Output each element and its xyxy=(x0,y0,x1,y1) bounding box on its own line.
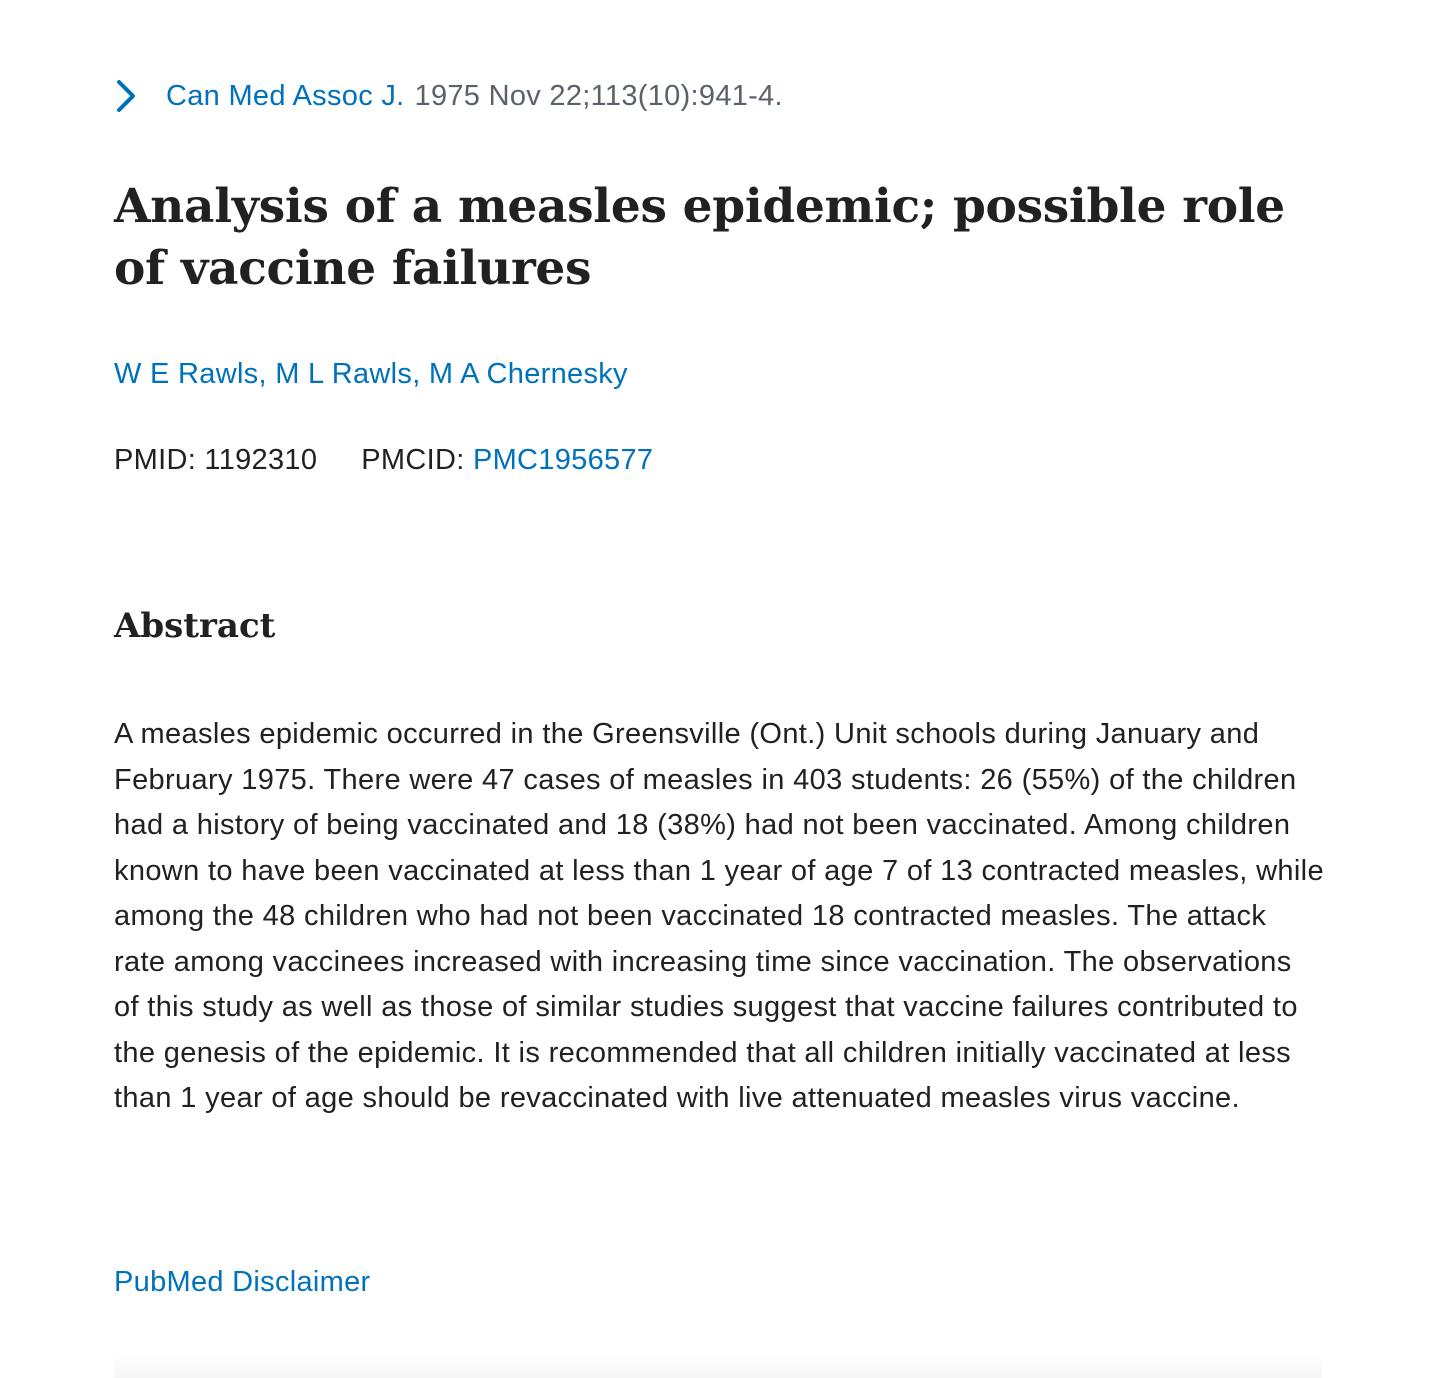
section-divider xyxy=(114,1352,1322,1378)
pubmed-disclaimer-link[interactable]: PubMed Disclaimer xyxy=(114,1266,371,1298)
pmcid-block xyxy=(361,444,653,477)
author-separator: , xyxy=(258,358,276,390)
abstract-text: A measles epidemic occurred in the Greensville (Ont.) Unit schools during January and February 1975. There were 47 cases of measles in 403 students: 26 (55%) of the children had a history of being vaccinated and 18 (38%) had not been vaccinated. Among children known to have been vaccinated at less than 1 year of age 7 of 13 contracted measles, while among the 48 children who had not been vaccinated 18 contracted measles. The attack rate among vaccinees increased with increasing time since vaccination. The observations of this study as well as those of similar studies suggest that vaccine failures contributed to the genesis of the epidemic. It is recommended that all children initially vaccinated at less than 1 year of age should be revaccinated with live attenuated measles virus vaccine. xyxy=(114,718,1324,1114)
pmid-value: 1192310 xyxy=(204,444,318,476)
article-title: Analysis of a measles epidemic; possible role of vaccine failures xyxy=(114,179,1285,296)
author-link[interactable]: M A Chernesky xyxy=(428,358,628,390)
authors-list xyxy=(114,358,628,391)
abstract-heading: Abstract xyxy=(114,606,276,646)
pmcid-link[interactable]: PMC1956577 xyxy=(472,444,654,476)
author-link[interactable]: M L Rawls xyxy=(275,358,413,390)
journal-link[interactable]: Can Med Assoc J. xyxy=(166,79,405,112)
pmcid-label: PMCID: xyxy=(361,444,465,476)
chevron-right-icon[interactable] xyxy=(114,76,146,116)
citation-details: 1975 Nov 22;113(10):941-4. xyxy=(414,79,783,112)
pmid-block xyxy=(114,444,317,477)
author-separator: , xyxy=(412,358,429,390)
citation-line xyxy=(114,72,783,120)
author-link[interactable]: W E Rawls xyxy=(114,358,259,390)
pmid-label: PMID: xyxy=(114,444,197,476)
identifiers xyxy=(114,444,653,477)
